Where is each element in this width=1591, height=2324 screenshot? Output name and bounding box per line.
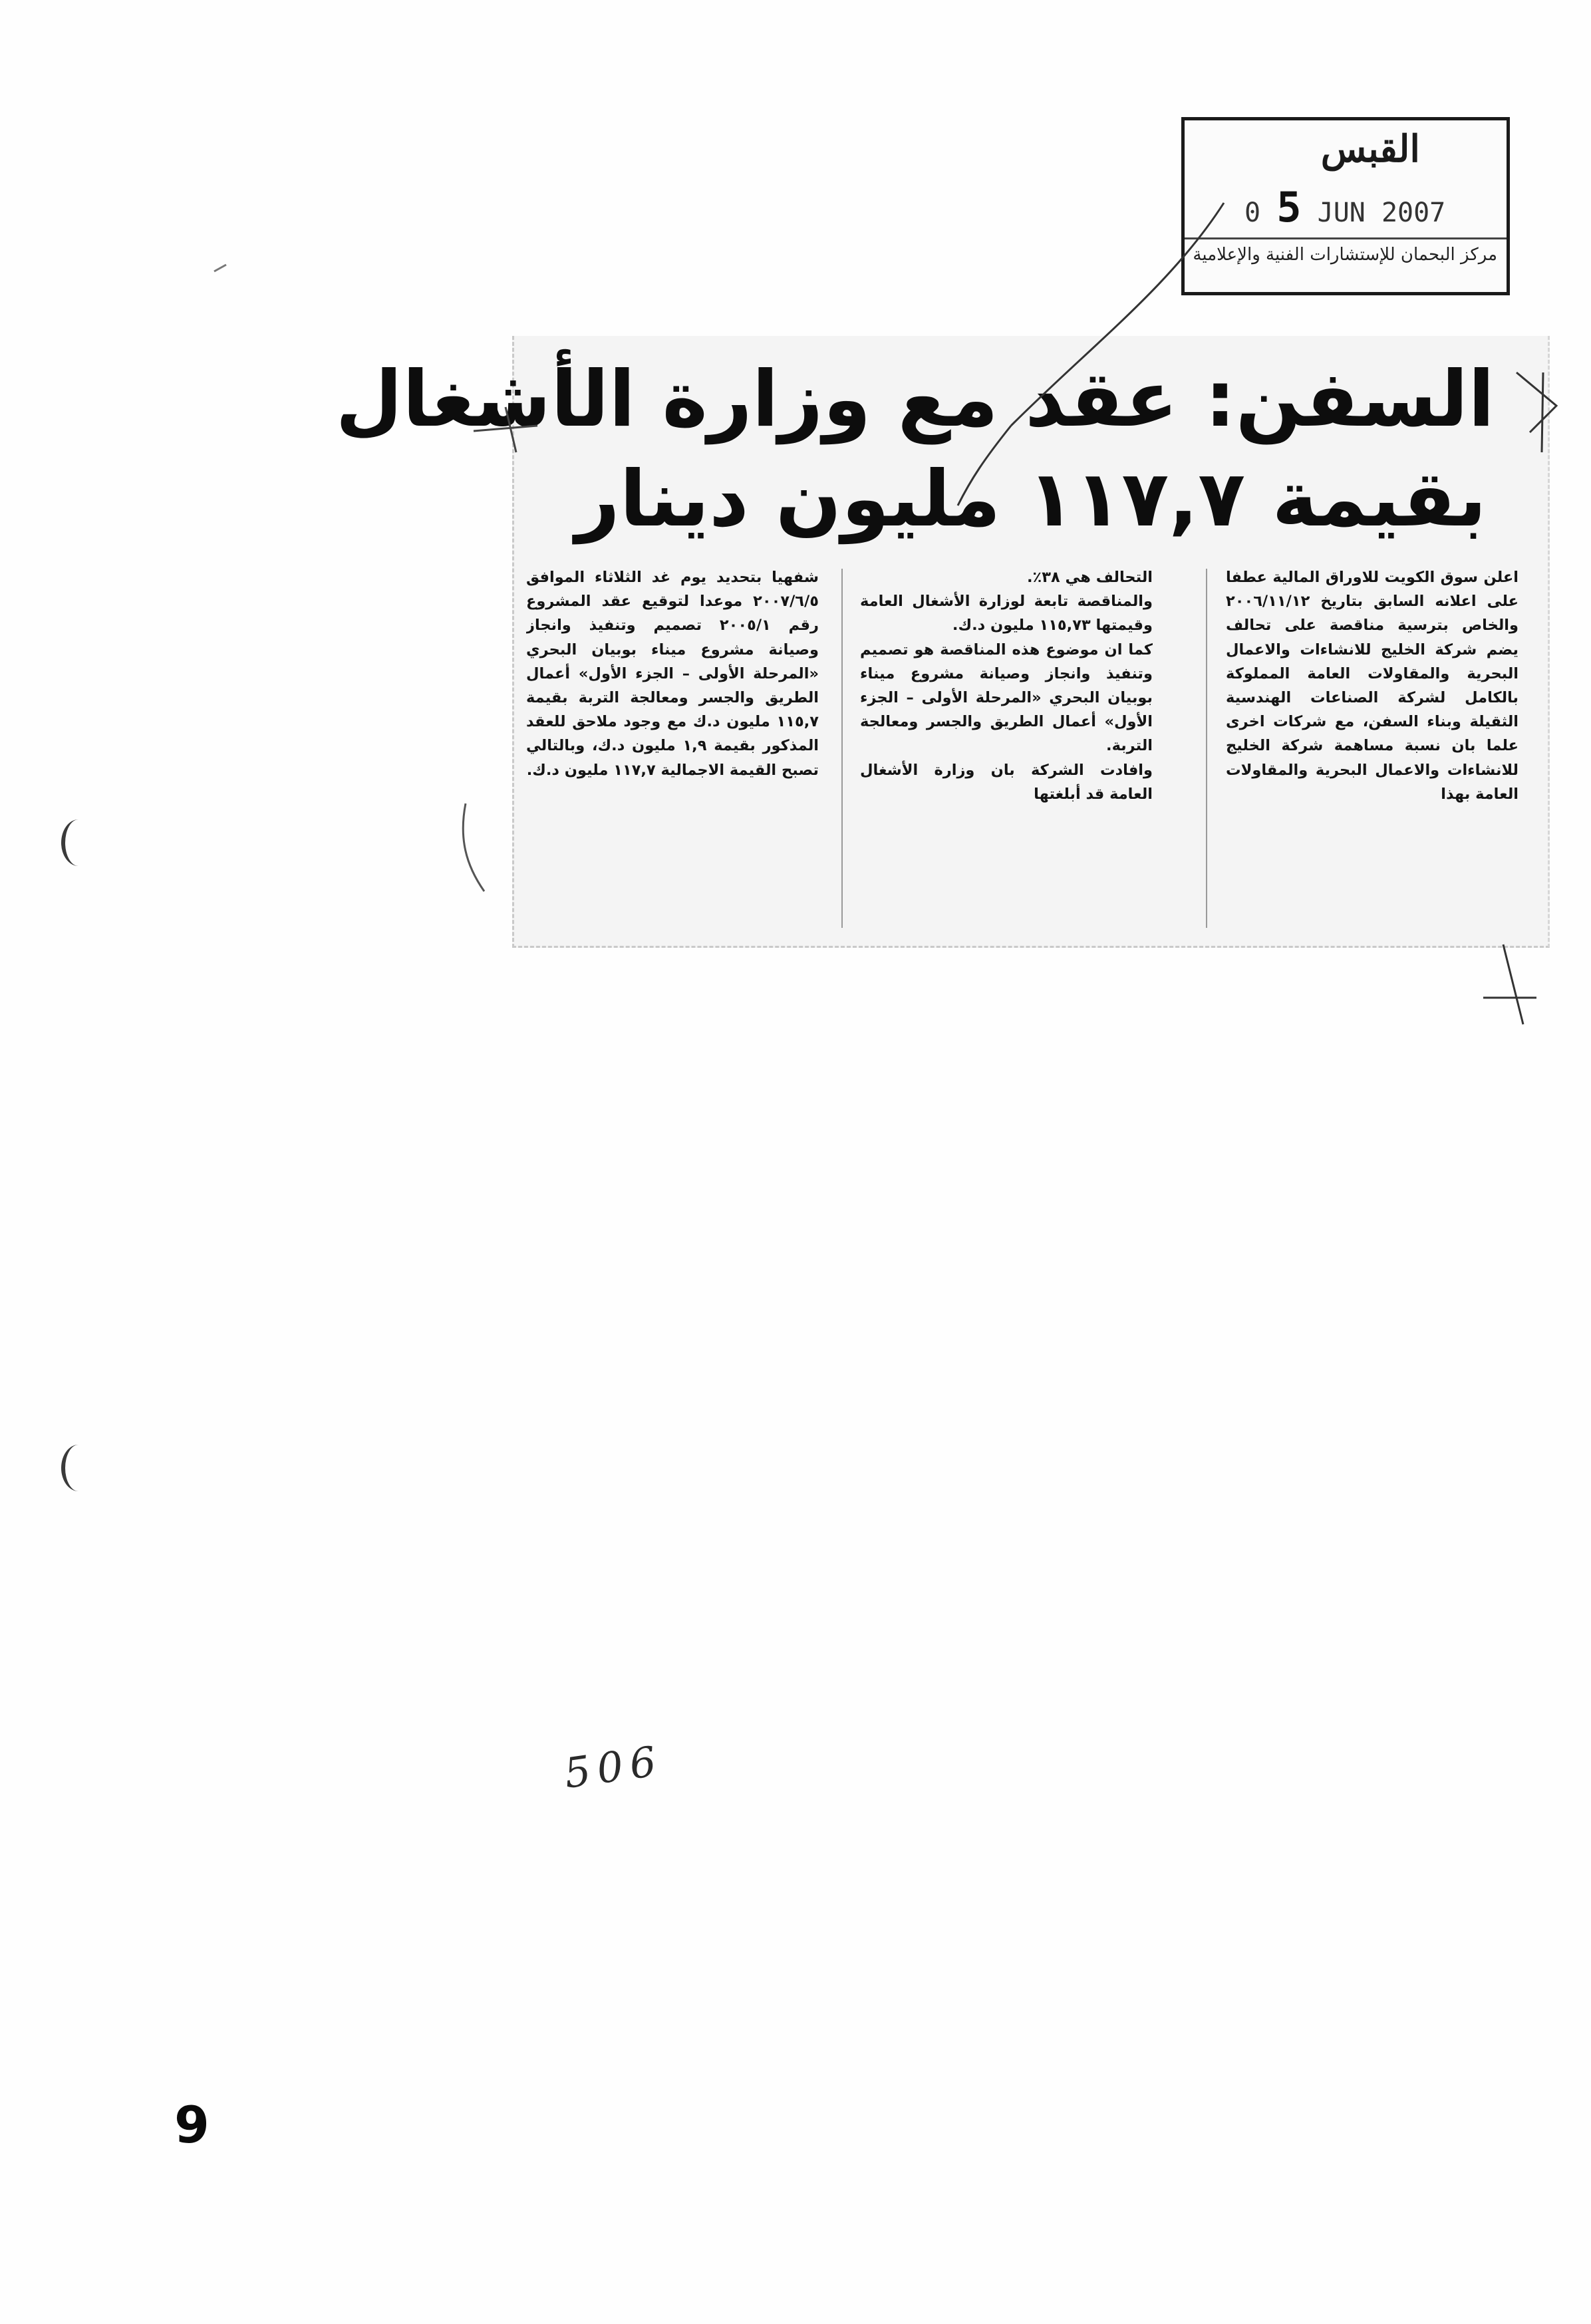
column-middle-p3: كما ان موضوع هذه المناقصة هو تصميم وتنفيذ وانجاز وصيانة مشروع ميناء بوبيان البحري «المرحلة الأولى – الجزء الأول» أعمال الطريق والجسر ومعالجة التربة. xyxy=(860,641,1153,755)
column-right-text: اعلن سوق الكويت للاوراق المالية عطفا على اعلانه السابق بتاريخ ٢٠٠٦/١١/١٢ والخاص بترسية مناقصة على تحالف يضم شركة الخليج للانشاءات والاعمال البحرية والمقاولات العامة المملوكة بالكامل لشركة الصناعات الهندسية الثقيلة وبناء السفن، مع شركات اخرى علما بان نسبة مساهمة شركة الخليج للانشاءات والاعمال البحرية والمقاولات العامة بهذا xyxy=(1226,569,1519,803)
pen-speck xyxy=(214,265,226,271)
handwritten-note: 506 xyxy=(561,1736,666,1798)
column-middle-p1: التحالف هي ٣٨٪. xyxy=(1026,569,1153,586)
page-number: 9 xyxy=(174,2095,210,2154)
pen-stroke-arc xyxy=(1011,203,1224,426)
pen-tick-left xyxy=(474,426,537,431)
pen-bracket-left xyxy=(463,803,484,891)
pen-tick-right-line xyxy=(1542,372,1543,452)
stamp-center-name: مركز البحمان للإستشارات الفنية والإعلامية xyxy=(1193,245,1497,265)
pen-tick-bottom xyxy=(1503,944,1523,1024)
pen-tick-left-cross xyxy=(506,407,516,452)
column-middle-p2: والمناقصة تابعة لوزارة الأشغال العامة وقيمتها ١١٥,٧٣ مليون د.ك. xyxy=(860,593,1153,635)
stamp-date-day: 5 xyxy=(1276,183,1302,231)
pen-tick-right xyxy=(1517,372,1556,432)
stamp-date-month-year: JUN 2007 xyxy=(1317,198,1446,228)
column-left-text: شفهيا بتحديد يوم غد الثلاثاء الموافق ٢٠٠٧/٦/٥ موعدا لتوقيع عقد المشروع رقم ٢٠٠٥/١ تصميم وتنفيذ وانجاز وصيانة مشروع ميناء بوبيان البحري «المرحلة الأولى – الجزء الأول» أعمال الطريق والجسر ومعالجة التربة بقيمة ١١٥,٧ مليون د.ك مع وجود ملاحق للعقد المذكور بقيمة ١,٩ مليون د.ك، وبالتالي تصبح القيمة الاجمالية ١١٧,٧ مليون د.ك. xyxy=(526,569,819,779)
headline-line-2: بقيمة ١١٧,٧ مليون دينار xyxy=(575,454,1487,544)
newspaper-logo: القبس xyxy=(1320,127,1420,171)
pen-stroke-arc-tail xyxy=(958,426,1011,506)
column-middle-p4: وافادت الشركة بان وزارة الأشغال العامة قد أبلغتها xyxy=(860,761,1153,803)
stamp-date-prefix: 0 xyxy=(1244,198,1261,228)
headline-line-1: السفن: عقد مع وزارة الأشغال xyxy=(335,355,1495,444)
